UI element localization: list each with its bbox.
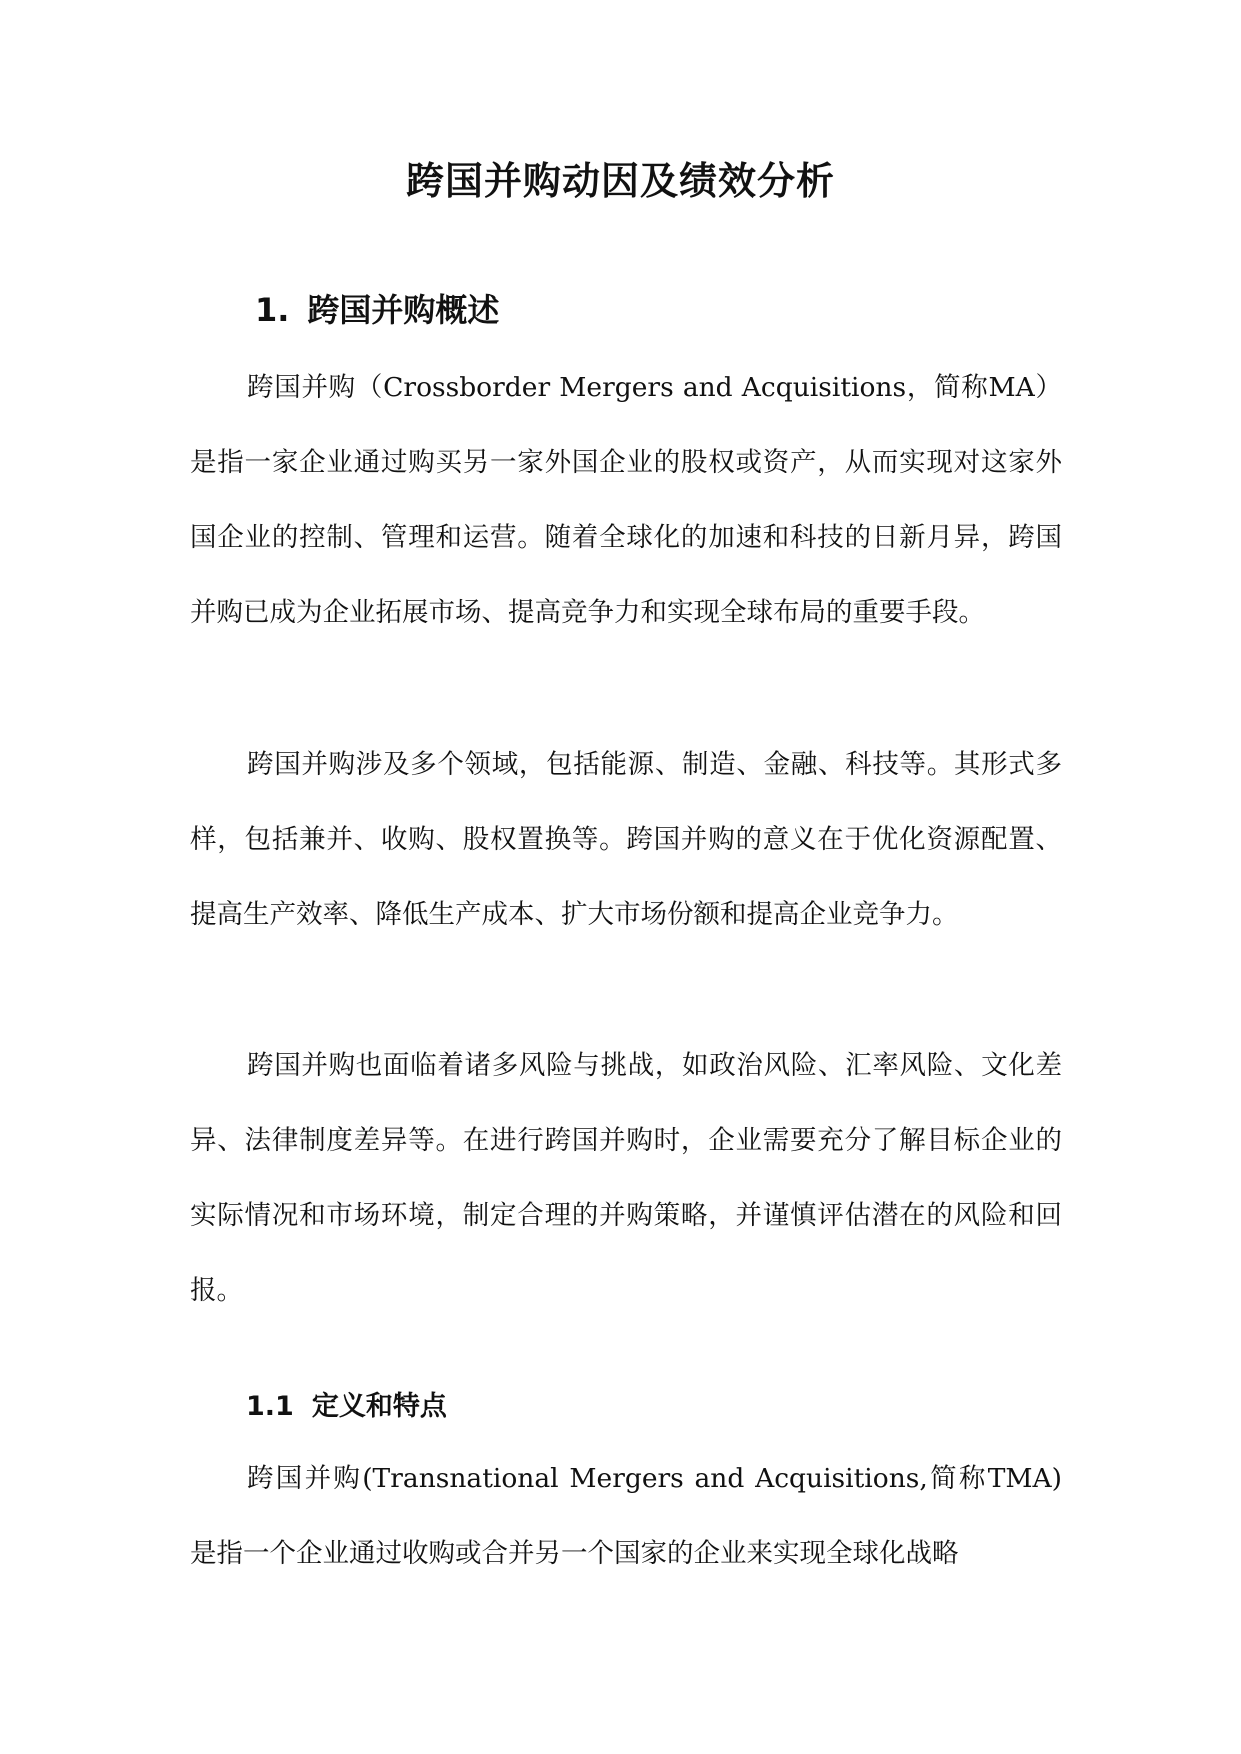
paragraph: 跨国并购（Crossborder Mergers and Acquisitions，简称MA）是指一家企业通过购买另一家外国企业的股权或资产，从而实现对这家外国企业的控制、管理和运营。随着全球化的加速和科技的日新月异，跨国并购已成为企业拓展市场、提高竞争力和实现全球布局的重要手段。 [190,372,1062,628]
paragraph: 跨国并购涉及多个领域，包括能源、制造、金融、科技等。其形式多样，包括兼并、收购、股权置换等。跨国并购的意义在于优化资源配置、提高生产效率、降低生产成本、扩大市场份额和提高企业竞争力。 [190,749,1062,930]
section-heading [255,285,499,331]
section-title: 跨国并购概述 [307,291,500,329]
section-number: 1. [255,291,290,329]
document-title: 跨国并购动因及绩效分析 [405,159,835,203]
subsection-number: 1.1 [246,1391,294,1422]
subsection-title: 定义和特点 [311,1391,447,1422]
paragraph: 跨国并购也面临着诸多风险与挑战，如政治风险、汇率风险、文化差异、法律制度差异等。在进行跨国并购时，企业需要充分了解目标企业的实际情况和市场环境，制定合理的并购策略，并谨慎评估潜在的风险和回报。 [190,1050,1062,1306]
subsection-heading [246,1384,447,1423]
paragraph: 跨国并购(Transnational Mergers and Acquisitions,简称TMA)是指一个企业通过收购或合并另一个国家的企业来实现全球化战略 [190,1463,1062,1569]
